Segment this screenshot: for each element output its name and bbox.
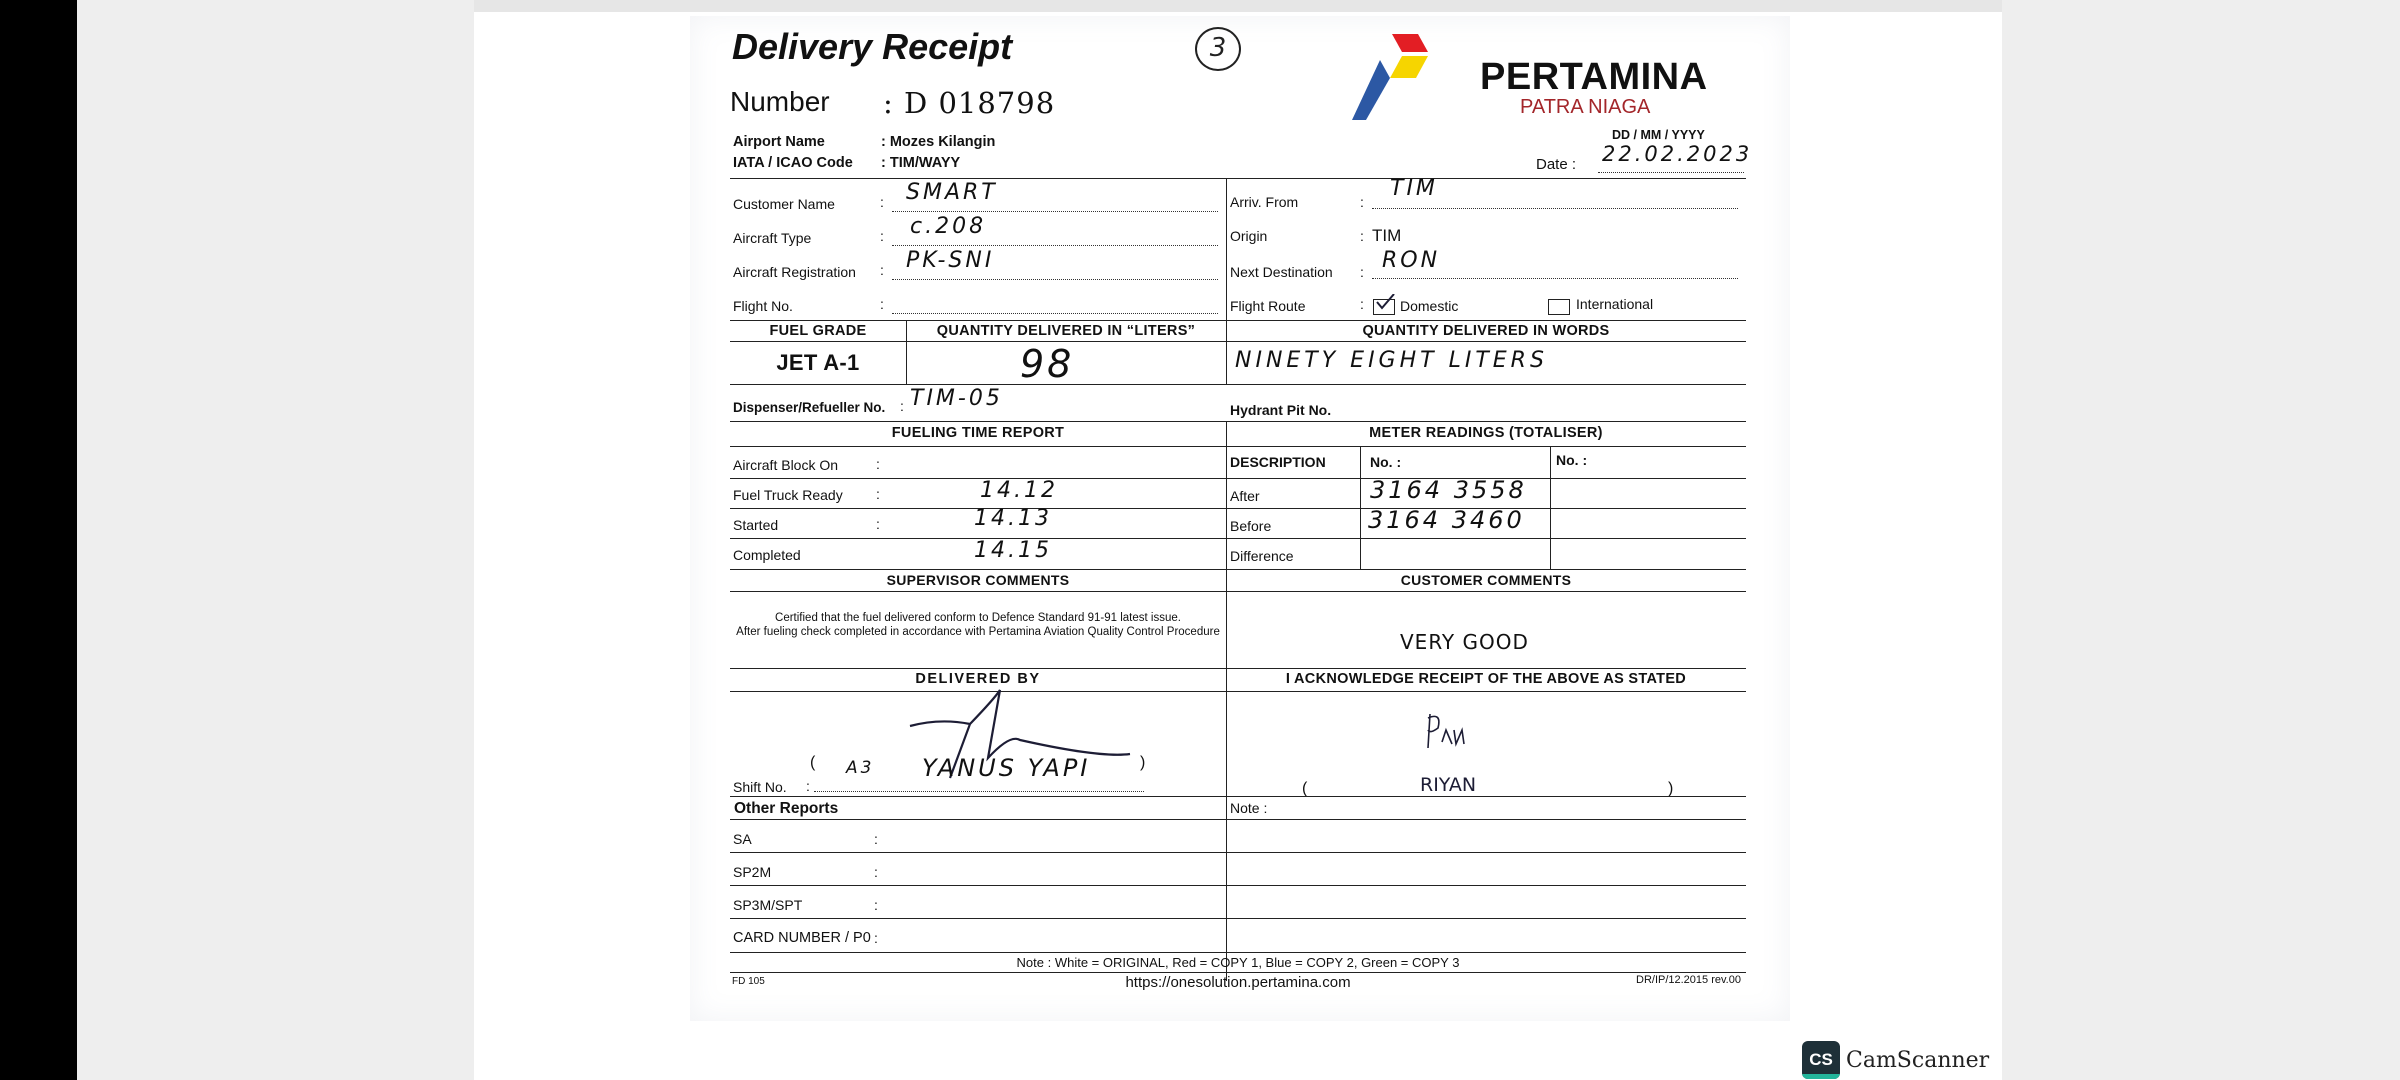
divider [730,591,1746,592]
flight-no-label: Flight No. [733,298,793,314]
colon: : [874,864,878,880]
divider [730,320,1746,321]
number-label: Number [730,86,830,117]
shift-value: A3 [846,758,875,778]
airport-name-label: Airport Name [733,134,825,150]
brand-name: PERTAMINA [1480,56,1708,98]
truck-ready-value: 14.12 [980,478,1058,503]
before-label: Before [1230,518,1272,534]
close-paren-right: ) [1668,780,1674,797]
colon: : [880,228,884,244]
customer-comments-header: CUSTOMER COMMENTS [1400,572,1572,588]
domestic-label: Domestic [1400,298,1459,314]
aircraft-registration-dots [892,279,1218,280]
divider [1550,446,1551,569]
divider [730,421,1746,422]
divider [730,819,1746,820]
origin-value: TIM [1372,226,1402,245]
before-value: 3164 3460 [1368,506,1525,534]
page-title: Delivery Receipt [732,26,1013,67]
divider [1226,178,1227,330]
delivery-receipt-document [690,16,1790,1021]
colon: : [806,778,810,794]
truck-ready-label: Fuel Truck Ready [733,487,843,503]
dispenser-value: TIM-05 [910,386,1003,411]
pertamina-logo [1350,32,1462,126]
next-destination-label: Next Destination [1230,264,1333,280]
supervisor-comment-line1: Certified that the fuel delivered conform to Defence Standard 91-91 latest issue. [775,612,1181,624]
airport-name-value: : Mozes Kilangin [881,134,996,150]
divider [730,538,1746,539]
shift-dots [814,791,1144,792]
qty-liters-value: 98 [1020,342,1075,386]
hydrant-label: Hydrant Pit No. [1230,402,1332,418]
colon: : [1360,194,1364,210]
close-paren-left: ) [1140,754,1146,771]
qty-words-value: NINETY EIGHT LITERS [1235,348,1548,373]
qty-liters-header: QUANTITY DELIVERED IN “LITERS” [936,323,1196,339]
flight-no-dots [892,313,1218,314]
receipt-number: : D 018798 [883,86,1056,120]
next-destination-value: RON [1382,248,1441,273]
sa-label: SA [733,831,752,847]
after-value: 3164 3558 [1370,476,1527,504]
origin-label: Origin [1230,228,1268,244]
date-label: Date : [1536,156,1577,173]
note-label: Note : [1230,800,1268,816]
customer-comment-value: VERY GOOD [1400,630,1529,654]
receiver-signature [1422,708,1482,758]
after-label: After [1230,488,1260,504]
meter-no-header-1: No. : [1370,454,1402,470]
sp3m-label: SP3M/SPT [733,897,803,913]
open-paren-right: ( [1302,780,1308,797]
arriv-from-label: Arriv. From [1230,194,1299,210]
colon: : [900,398,904,414]
divider [730,918,1746,919]
colon: : [876,516,880,532]
next-destination-dots [1372,278,1738,279]
block-on-label: Aircraft Block On [733,457,839,473]
camscanner-name: CamScanner [1846,1047,1990,1073]
delivered-by-header: DELIVERED BY [915,671,1041,687]
delivered-name: YANUS YAPI [922,754,1091,782]
started-value: 14.13 [974,506,1052,531]
description-header: DESCRIPTION [1230,454,1326,470]
colon: : [876,486,880,502]
difference-label: Difference [1230,548,1294,564]
divider [730,384,1746,385]
pertamina-logo-icon [1350,32,1462,126]
arriv-from-dots [1372,208,1738,209]
aircraft-type-label: Aircraft Type [733,230,812,246]
divider [730,446,1746,447]
colon: : [880,296,884,312]
copies-note: Note : White = ORIGINAL, Red = COPY 1, Blue = COPY 2, Green = COPY 3 [1016,955,1460,970]
divider [730,972,1746,973]
divider [730,478,1746,479]
supervisor-comment-line2: After fueling check completed in accordance with Pertamina Aviation Quality Control Procedure [736,626,1220,638]
colon: : [1360,264,1364,280]
customer-name-label: Customer Name [733,196,835,212]
open-paren-left: ( [810,754,816,771]
divider [730,341,1746,342]
colon: : [874,831,878,847]
supervisor-comments-header: SUPERVISOR COMMENTS [886,572,1070,588]
flight-route-label: Flight Route [1230,298,1306,314]
divider [730,569,1746,570]
footer-url: https://onesolution.pertamina.com [1125,974,1351,991]
acknowledge-header: I ACKNOWLEDGE RECEIPT OF THE ABOVE AS STATED [1285,671,1687,687]
divider [730,691,1746,692]
completed-value: 14.15 [974,538,1052,563]
page-top-strip [474,0,2002,12]
dispenser-label: Dispenser/Refueller No. [733,400,886,415]
arriv-from-value: TIM [1390,176,1438,201]
qty-words-header: QUANTITY DELIVERED IN WORDS [1362,323,1610,339]
shift-label: Shift No. [733,779,787,795]
date-dots [1598,172,1744,173]
colon: : [874,930,878,946]
divider [730,852,1746,853]
time-report-header: FUELING TIME REPORT [891,425,1065,441]
date-format: DD / MM / YYYY [1612,128,1705,142]
divider [730,508,1746,509]
page-number-mark: 3 [1195,27,1241,71]
colon: : [1360,228,1364,244]
divider [730,952,1746,953]
check-icon [1374,294,1396,310]
aircraft-type-dots [892,245,1218,246]
fuel-grade-header: FUEL GRADE [769,323,867,339]
domestic-checkbox[interactable] [1373,299,1395,315]
camscanner-logo-icon: CS [1802,1041,1840,1079]
camscanner-watermark [1802,1041,1989,1079]
aircraft-registration-label: Aircraft Registration [733,264,856,280]
customer-name-dots [892,211,1218,212]
other-reports-header: Other Reports [734,800,839,817]
divider [730,668,1746,669]
form-code: FD 105 [732,976,765,987]
divider [730,178,1746,179]
iata-code-value: : TIM/WAYY [881,155,961,171]
iata-code-label: IATA / ICAO Code [733,155,853,171]
completed-label: Completed [733,547,801,563]
colon: : [874,897,878,913]
viewer-background-left [77,0,474,1080]
aircraft-type-value: c.208 [910,214,987,239]
date-value: 22.02.2023 [1602,142,1753,166]
card-number-label: CARD NUMBER / P0 [733,930,871,946]
divider [1360,446,1361,569]
colon: : [880,194,884,210]
revision-code: DR/IP/12.2015 rev.00 [1636,974,1741,986]
aircraft-registration-value: PK-SNI [906,248,995,273]
colon: : [1360,296,1364,312]
divider [730,885,1746,886]
divider [1226,421,1227,981]
viewer-background-right [2002,0,2400,1080]
black-side-bar [0,0,77,1080]
international-checkbox[interactable] [1548,299,1570,315]
meter-no-header-2: No. : [1556,452,1588,468]
international-label: International [1576,296,1654,312]
colon: : [880,262,884,278]
receiver-name: RIYAN [1420,774,1477,796]
meter-readings-header: METER READINGS (TOTALISER) [1369,425,1603,441]
colon: : [876,456,880,472]
customer-name-value: SMART [906,180,998,205]
started-label: Started [733,517,779,533]
sp2m-label: SP2M [733,864,772,880]
divider [730,796,1746,797]
fuel-grade-value: JET A-1 [776,350,860,375]
brand-sub: PATRA NIAGA [1520,96,1651,118]
